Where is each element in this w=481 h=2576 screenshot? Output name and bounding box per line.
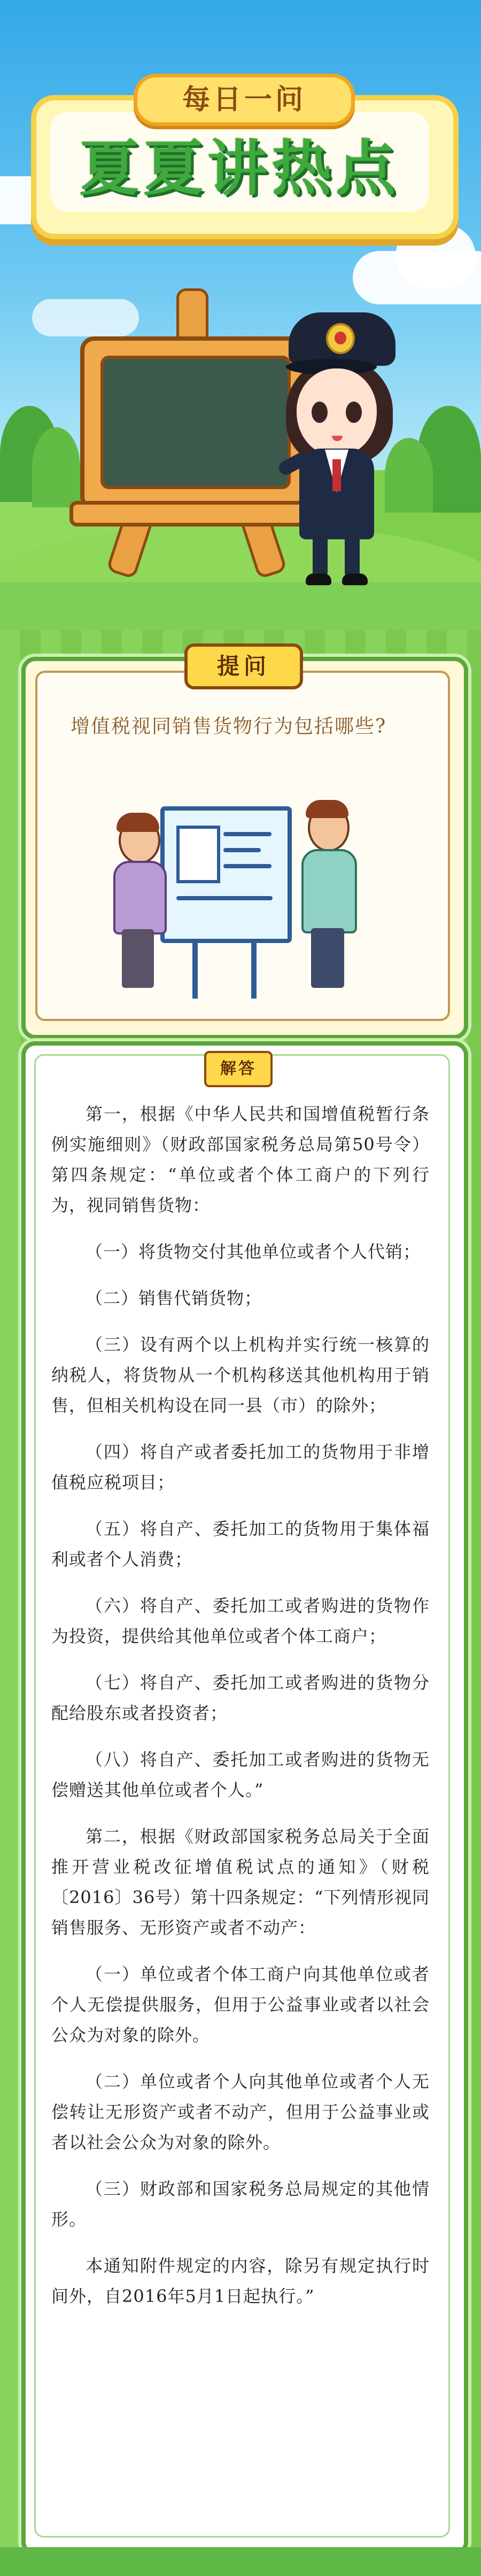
grass-tuft: [32, 427, 80, 507]
answer-paragraph: （一）单位或者个体工商户向其他单位或者个人无偿提供服务，但用于公益事业或者以社会公众为对象的除外。: [51, 1964, 430, 2045]
answer-paragraph: （一）将货物交付其他单位或者个人代销；: [86, 1242, 421, 1262]
person-right-hair: [306, 800, 348, 818]
answer-paragraph: （四）将自产或者委托加工的货物用于非增值税应税项目；: [51, 1442, 430, 1493]
chart-line: [223, 832, 271, 836]
chart-stand: [192, 940, 198, 999]
chart-stand: [251, 940, 257, 999]
question-tag: 提问: [184, 643, 303, 689]
person-left-hair: [117, 813, 159, 832]
answer-paragraph: （三）设有两个以上机构并实行统一核算的纳税人，将货物从一个机构移送其他机构用于销售，但相关机构设在同一县（市）的除外；: [51, 1334, 430, 1416]
daily-question-badge: [134, 74, 355, 126]
answer-paragraph: （七）将自产、委托加工或者购进的货物分配给股东或者投资者；: [51, 1672, 430, 1723]
character-tie: [332, 459, 341, 491]
grass-tuft: [385, 438, 433, 513]
eye: [346, 402, 362, 423]
chart-doc: [176, 826, 220, 883]
grass: [0, 582, 481, 630]
person-left-legs: [122, 929, 154, 988]
answer-tag: 解答: [204, 1051, 273, 1087]
chart-line: [223, 864, 271, 868]
character-shoe: [306, 574, 331, 585]
answer-body: [51, 1099, 430, 2328]
answer-paragraph: （五）将自产、委托加工的货物用于集体福利或者个人消费；: [51, 1519, 430, 1569]
answer-paragraph: 第一，根据《中华人民共和国增值税暂行条例实施细则》（财政部国家税务总局第50号令）第四条规定：“单位或者个体工商户的下列行为，视同销售货物：: [51, 1104, 430, 1215]
answer-paragraph: （二）单位或者个人向其他单位或者个人无偿转让无形资产或者不动产，但用于公益事业或者以社会公众为对象的除外。: [51, 2071, 430, 2153]
character-face: [297, 368, 377, 457]
mouth: [332, 436, 343, 441]
answer-paragraph: （六）将自产、委托加工或者购进的货物作为投资，提供给其他单位或者个体工商户；: [51, 1596, 430, 1646]
chart-line: [223, 848, 261, 852]
answer-paragraph: （二）销售代销货物；: [86, 1288, 262, 1308]
emblem-icon: [326, 323, 355, 354]
person-left-body: [113, 861, 167, 934]
answer-paragraph: （三）财政部和国家税务总局规定的其他情形。: [51, 2179, 430, 2229]
person-right-legs: [311, 928, 344, 988]
hero-banner: [0, 0, 481, 630]
cloud: [32, 299, 139, 336]
answer-paragraph: （八）将自产、委托加工或者购进的货物无偿赠送其他单位或者个人。”: [51, 1749, 430, 1800]
answer-paragraph: 本通知附件规定的内容，除另有规定执行时间外，自2016年5月1日起执行。”: [51, 2256, 430, 2306]
answer-paragraph: 第二，根据《财政部国家税务总局关于全面推开营业税改征增值税试点的通知》（财税〔2016〕36号）第十四条规定：“下列情形视同销售服务、无形资产或者不动产：: [51, 1826, 430, 1938]
character-leg: [313, 534, 328, 577]
chart-icon: [160, 806, 292, 943]
blackboard-shelf: [69, 501, 323, 527]
chart-line: [176, 896, 273, 900]
blackboard: [80, 336, 313, 511]
blackboard-surface: [100, 356, 291, 489]
question-text: 增值税视同销售货物行为包括哪些?: [71, 716, 387, 737]
person-right-body: [301, 849, 357, 933]
daily-question-label: 每日一问: [182, 84, 306, 116]
character-leg: [345, 534, 360, 577]
character-shoe: [342, 574, 368, 585]
bottom-decoration: [0, 2547, 481, 2576]
eye: [312, 402, 328, 423]
page-title: 夏夏讲热点: [79, 134, 400, 203]
